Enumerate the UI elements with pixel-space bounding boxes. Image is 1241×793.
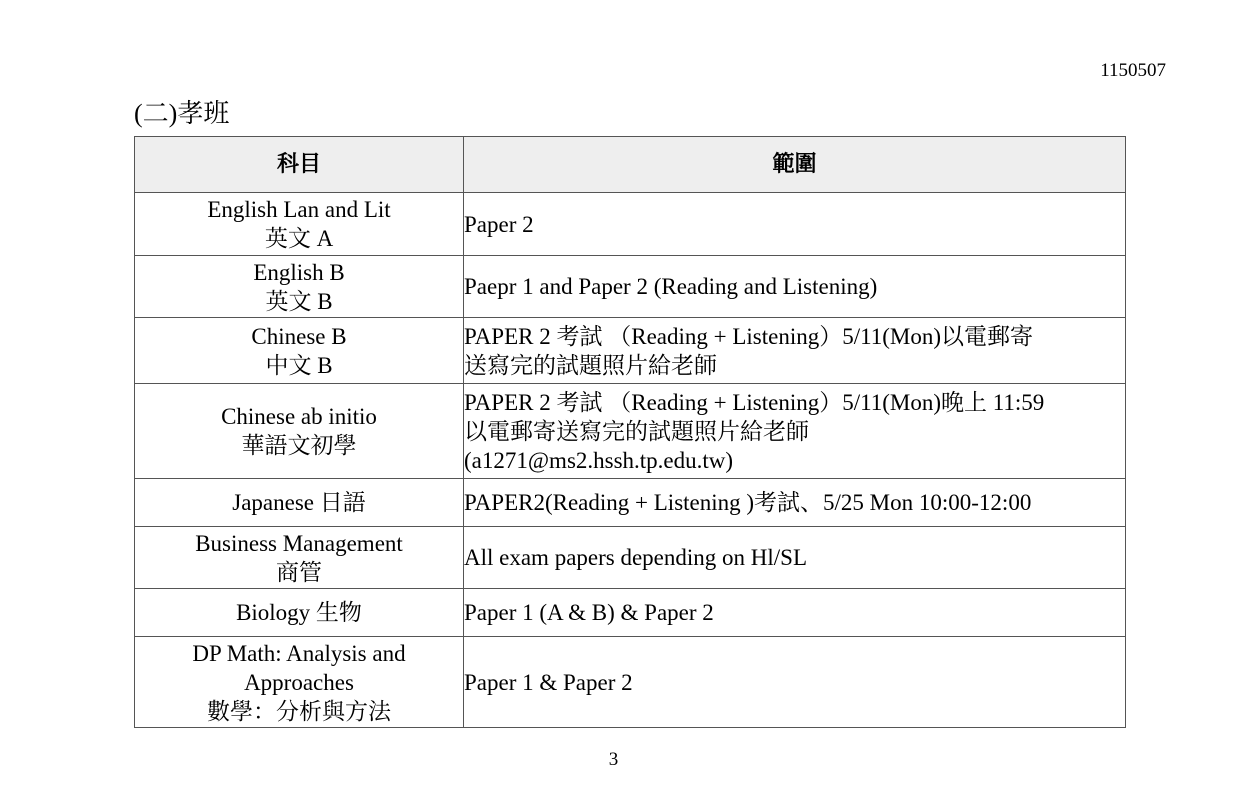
- table-row: [135, 384, 1126, 479]
- subject-cell: [135, 193, 464, 256]
- scope-cell: [464, 589, 1126, 637]
- header-subject: 科目: [135, 137, 464, 193]
- scope-cell: [464, 479, 1126, 527]
- scope-line: (a1271@ms2.hssh.tp.edu.tw): [464, 447, 734, 473]
- subject-line: Biology 生物: [236, 600, 362, 625]
- scope-cell: [464, 193, 1126, 256]
- subject-line: Approaches: [244, 669, 354, 695]
- scope-line: PAPER 2 考試 （Reading + Listening）5/11(Mon)以電郵寄: [464, 323, 1034, 349]
- table-row: [135, 479, 1126, 527]
- table-row: [135, 589, 1126, 637]
- table-row: [135, 527, 1126, 589]
- scope-cell: [464, 527, 1126, 589]
- subject-line: 中文 B: [265, 352, 333, 378]
- scope-cell: [464, 637, 1126, 728]
- scope-line: Paepr 1 and Paper 2 (Reading and Listening): [464, 274, 878, 299]
- scope-line: Paper 2: [464, 211, 534, 237]
- subject-cell: [135, 479, 464, 527]
- scope-line: All exam papers depending on Hl/SL: [464, 545, 808, 570]
- subject-cell: [135, 637, 464, 728]
- subject-cell: [135, 384, 464, 479]
- header-scope: 範圍: [464, 137, 1126, 193]
- scope-cell: [464, 384, 1126, 479]
- subject-line: 英文 A: [264, 226, 334, 251]
- subject-cell: [135, 256, 464, 318]
- table-header-row: [135, 137, 1126, 193]
- page-number: 3: [608, 749, 619, 770]
- document-code: 1150507: [1100, 60, 1166, 81]
- exam-scope-table: [134, 136, 1126, 728]
- table-row: [135, 193, 1126, 256]
- subject-line: 華語文初學: [241, 433, 357, 458]
- subject-line: Japanese 日語: [232, 490, 366, 515]
- subject-cell: [135, 527, 464, 589]
- subject-cell: [135, 318, 464, 384]
- scope-line: PAPER 2 考試 （Reading + Listening）5/11(Mon)晚上 11:59: [464, 389, 1045, 415]
- table-row: [135, 318, 1126, 384]
- scope-line: Paper 1 & Paper 2: [464, 669, 633, 695]
- subject-line: English B: [253, 259, 345, 285]
- subject-line: 數學：分析與方法: [207, 698, 391, 724]
- subject-line: 商管: [276, 559, 322, 585]
- section-title: (二)孝班: [134, 99, 230, 128]
- subject-cell: [135, 589, 464, 637]
- subject-line: Chinese ab initio: [221, 404, 377, 429]
- scope-cell: [464, 318, 1126, 384]
- table-row: [135, 637, 1126, 728]
- subject-line: Business Management: [195, 530, 403, 556]
- table-row: [135, 256, 1126, 318]
- subject-line: DP Math: Analysis and: [192, 640, 406, 666]
- subject-line: 英文 B: [265, 288, 333, 314]
- scope-line: Paper 1 (A & B) & Paper 2: [464, 600, 714, 625]
- scope-line: 送寫完的試題照片給老師: [464, 352, 717, 378]
- scope-cell: [464, 256, 1126, 318]
- scope-line: PAPER2(Reading + Listening )考試、5/25 Mon 10:00-12:00: [464, 490, 1032, 515]
- subject-line: English Lan and Lit: [207, 197, 391, 222]
- subject-line: Chinese B: [251, 323, 347, 349]
- scope-line: 以電郵寄送寫完的試題照片給老師: [464, 418, 809, 444]
